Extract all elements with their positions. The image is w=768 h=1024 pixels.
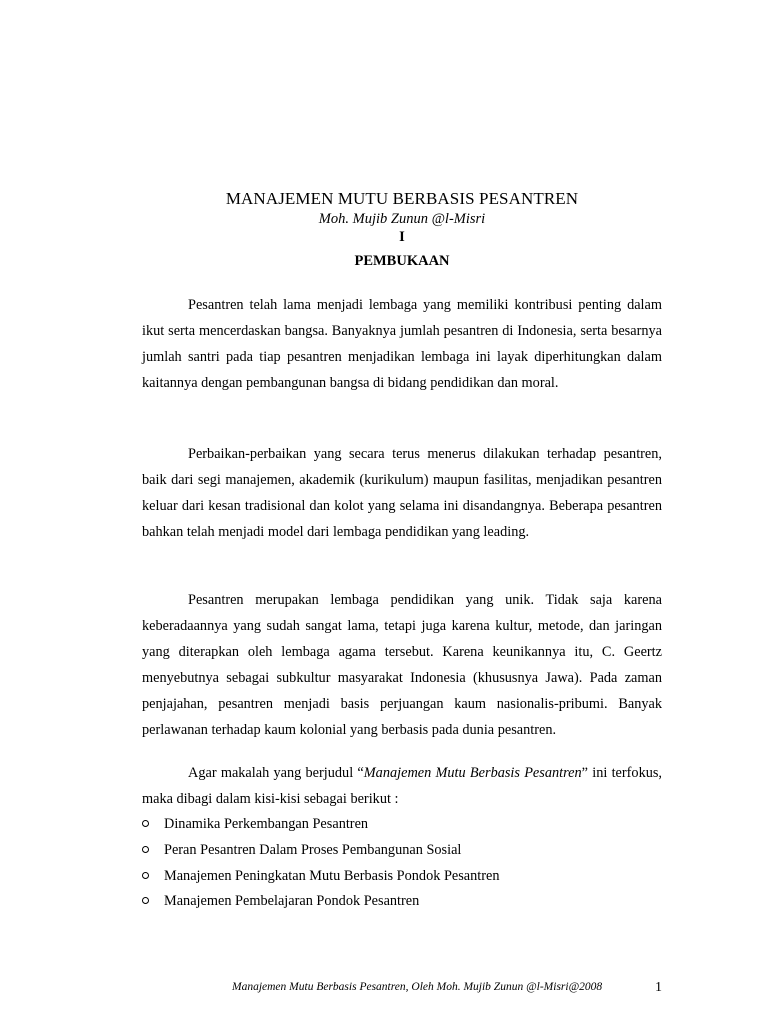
list-item bbox=[142, 864, 662, 890]
paragraph-3 bbox=[142, 587, 662, 743]
paragraph-4-italic-title: Manajemen Mutu Berbasis Pesantren bbox=[363, 765, 582, 781]
circle-bullet-icon bbox=[142, 897, 149, 904]
paragraph-2-text: Perbaikan-perbaikan yang secara terus menerus dilakukan terhadap pesantren, baik dari segi manajemen, akademik (kurikulum) maupun fasilitas, menjadikan pesantren keluar dari kesan tradisional dan kolot yang selama ini disandangnya. Beberapa pesantren bahkan telah menjadi model dari lembaga pendidikan yang leading. bbox=[142, 446, 662, 540]
list-item-text: Manajemen Peningkatan Mutu Berbasis Pondok Pesantren bbox=[164, 867, 500, 884]
list-item-text: Peran Pesantren Dalam Proses Pembangunan Sosial bbox=[164, 841, 462, 858]
paragraph-3-text: Pesantren merupakan lembaga pendidikan yang unik. Tidak saja karena keberadaannya yang sudah sangat lama, tetapi juga karena kultur, metode, dan jaringan yang diterapkan oleh lembaga agama tersebut. Karena keunikannya itu, C. Geertz menyebutnya sebagai subkultur masyarakat Indonesia (khususnya Jawa). Pada zaman penjajahan, pesantren menjadi basis perjuangan kaum nasionalis-pribumi. Banyak perlawanan terhadap kaum kolonial yang berbasis pada dunia pesantren. bbox=[142, 592, 662, 738]
paragraph-4-before: Agar makalah yang berjudul “ bbox=[188, 765, 364, 781]
document-author: Moh. Mujib Zunun @l-Misri bbox=[318, 211, 486, 227]
list-item bbox=[142, 812, 662, 838]
circle-bullet-icon bbox=[142, 872, 149, 879]
page-number: 1 bbox=[655, 980, 662, 995]
list-item bbox=[142, 838, 662, 864]
paragraph-2 bbox=[142, 441, 662, 545]
paragraph-4 bbox=[142, 760, 662, 812]
document-title: MANAJEMEN MUTU BERBASIS PESANTREN bbox=[225, 189, 579, 208]
paragraph-4-after: ” ini terfokus, maka dibagi dalam kisi-kisi sebagai berikut : bbox=[142, 765, 663, 807]
circle-bullet-icon bbox=[142, 820, 149, 827]
list-item-text: Dinamika Perkembangan Pesantren bbox=[164, 816, 369, 832]
chapter-number: I bbox=[399, 229, 405, 245]
list-item-text: Manajemen Pembelajaran Pondok Pesantren bbox=[164, 893, 420, 910]
topic-list bbox=[142, 812, 662, 915]
page-footer: Manajemen Mutu Berbasis Pesantren, Oleh Moh. Mujib Zunun @l-Misri@2008 bbox=[232, 981, 603, 993]
circle-bullet-icon bbox=[142, 846, 149, 853]
paragraph-1-text: Pesantren telah lama menjadi lembaga yang memiliki kontribusi penting dalam ikut serta mencerdaskan bangsa. Banyaknya jumlah pesantren di Indonesia, serta besarnya jumlah santri pada tiap pesantren menjadikan lembaga ini layak diperhitungkan dalam kaitannya dengan pembangunan bangsa di bidang pendidikan dan moral. bbox=[142, 297, 662, 391]
chapter-title: PEMBUKAAN bbox=[354, 253, 450, 269]
list-item bbox=[142, 889, 662, 915]
paragraph-1 bbox=[142, 292, 662, 396]
